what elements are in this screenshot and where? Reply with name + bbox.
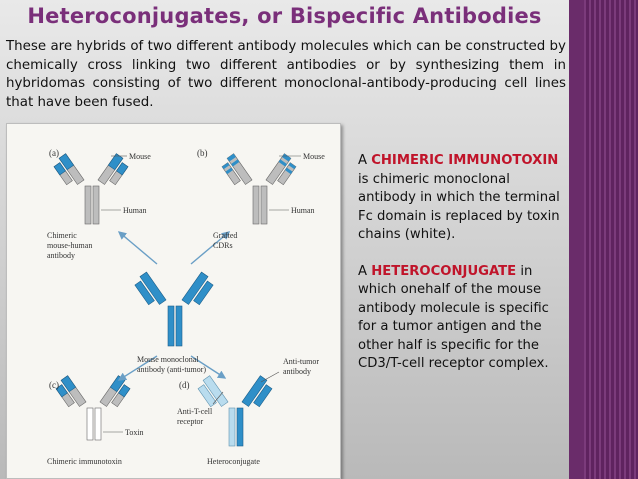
heteroconjugate-term: HETEROCONJUGATE [371, 263, 517, 279]
antit-label-1: Anti-T-cell [177, 407, 213, 416]
grafted-label-1: Grafted [213, 231, 238, 240]
chimeric-label-3: antibody [47, 251, 75, 260]
mouse-label-a: Mouse [129, 152, 151, 161]
p2-prefix: A [358, 263, 372, 279]
panel-d-label: (d) [179, 380, 190, 390]
human-label-a: Human [123, 206, 147, 215]
chimeric-label-1: Chimeric [47, 231, 77, 240]
immunotoxin-label: Chimeric immunotoxin [47, 457, 122, 466]
antibody-mouse-monoclonal [133, 272, 216, 346]
toxin-label: Toxin [125, 428, 144, 437]
description-text [358, 152, 568, 392]
antit-label-2: receptor [177, 417, 204, 426]
grafted-label-2: CDRs [213, 241, 233, 250]
human-label-b: Human [291, 206, 315, 215]
heteroconjugate-label: Heteroconjugate [207, 457, 260, 466]
heteroconjugate-paragraph [358, 263, 568, 374]
panel-c-label: (c) [49, 380, 59, 390]
antitumor-label-1: Anti-tumor [283, 357, 319, 366]
mono-label-2: antibody (anti-tumor) [137, 365, 207, 374]
panel-b-label: (b) [197, 148, 208, 158]
chimeric-label-2: mouse-human [47, 241, 93, 250]
antitumor-label-2: antibody [283, 367, 311, 376]
slide-title: Heteroconjugates, or Bispecific Antibodies [27, 4, 542, 28]
antibody-diagram [7, 124, 340, 478]
antibody-c [54, 376, 133, 440]
antibody-figure [6, 123, 341, 479]
mouse-label-b: Mouse [303, 152, 325, 161]
immunotoxin-paragraph [358, 152, 568, 245]
p1-rest: is chimeric monoclonal antibody in which the terminal Fc domain is replaced by toxin chains (white). [358, 171, 560, 242]
side-stripe-pattern [584, 0, 638, 479]
mono-label-1: Mouse monoclonal [137, 355, 199, 364]
panel-a-label: (a) [49, 148, 59, 158]
antibody-b [220, 154, 301, 224]
p2-rest: in which onehalf of the mouse antibody molecule is specific for a tumor antigen and the other half is specific for the CD3/T-cell receptor complex. [358, 263, 549, 371]
p1-prefix: A [358, 153, 372, 168]
antibody-a [52, 154, 131, 224]
intro-paragraph: These are hybrids of two different antibody molecules which can be constructed by chemically cross linking two different antibodies or by synthesizing them in hybridomas consisting of two different monoclonal-antibody-producing cell lines that have been fused. [6, 39, 566, 110]
immunotoxin-term: CHIMERIC IMMUNOTOXIN [371, 153, 559, 168]
